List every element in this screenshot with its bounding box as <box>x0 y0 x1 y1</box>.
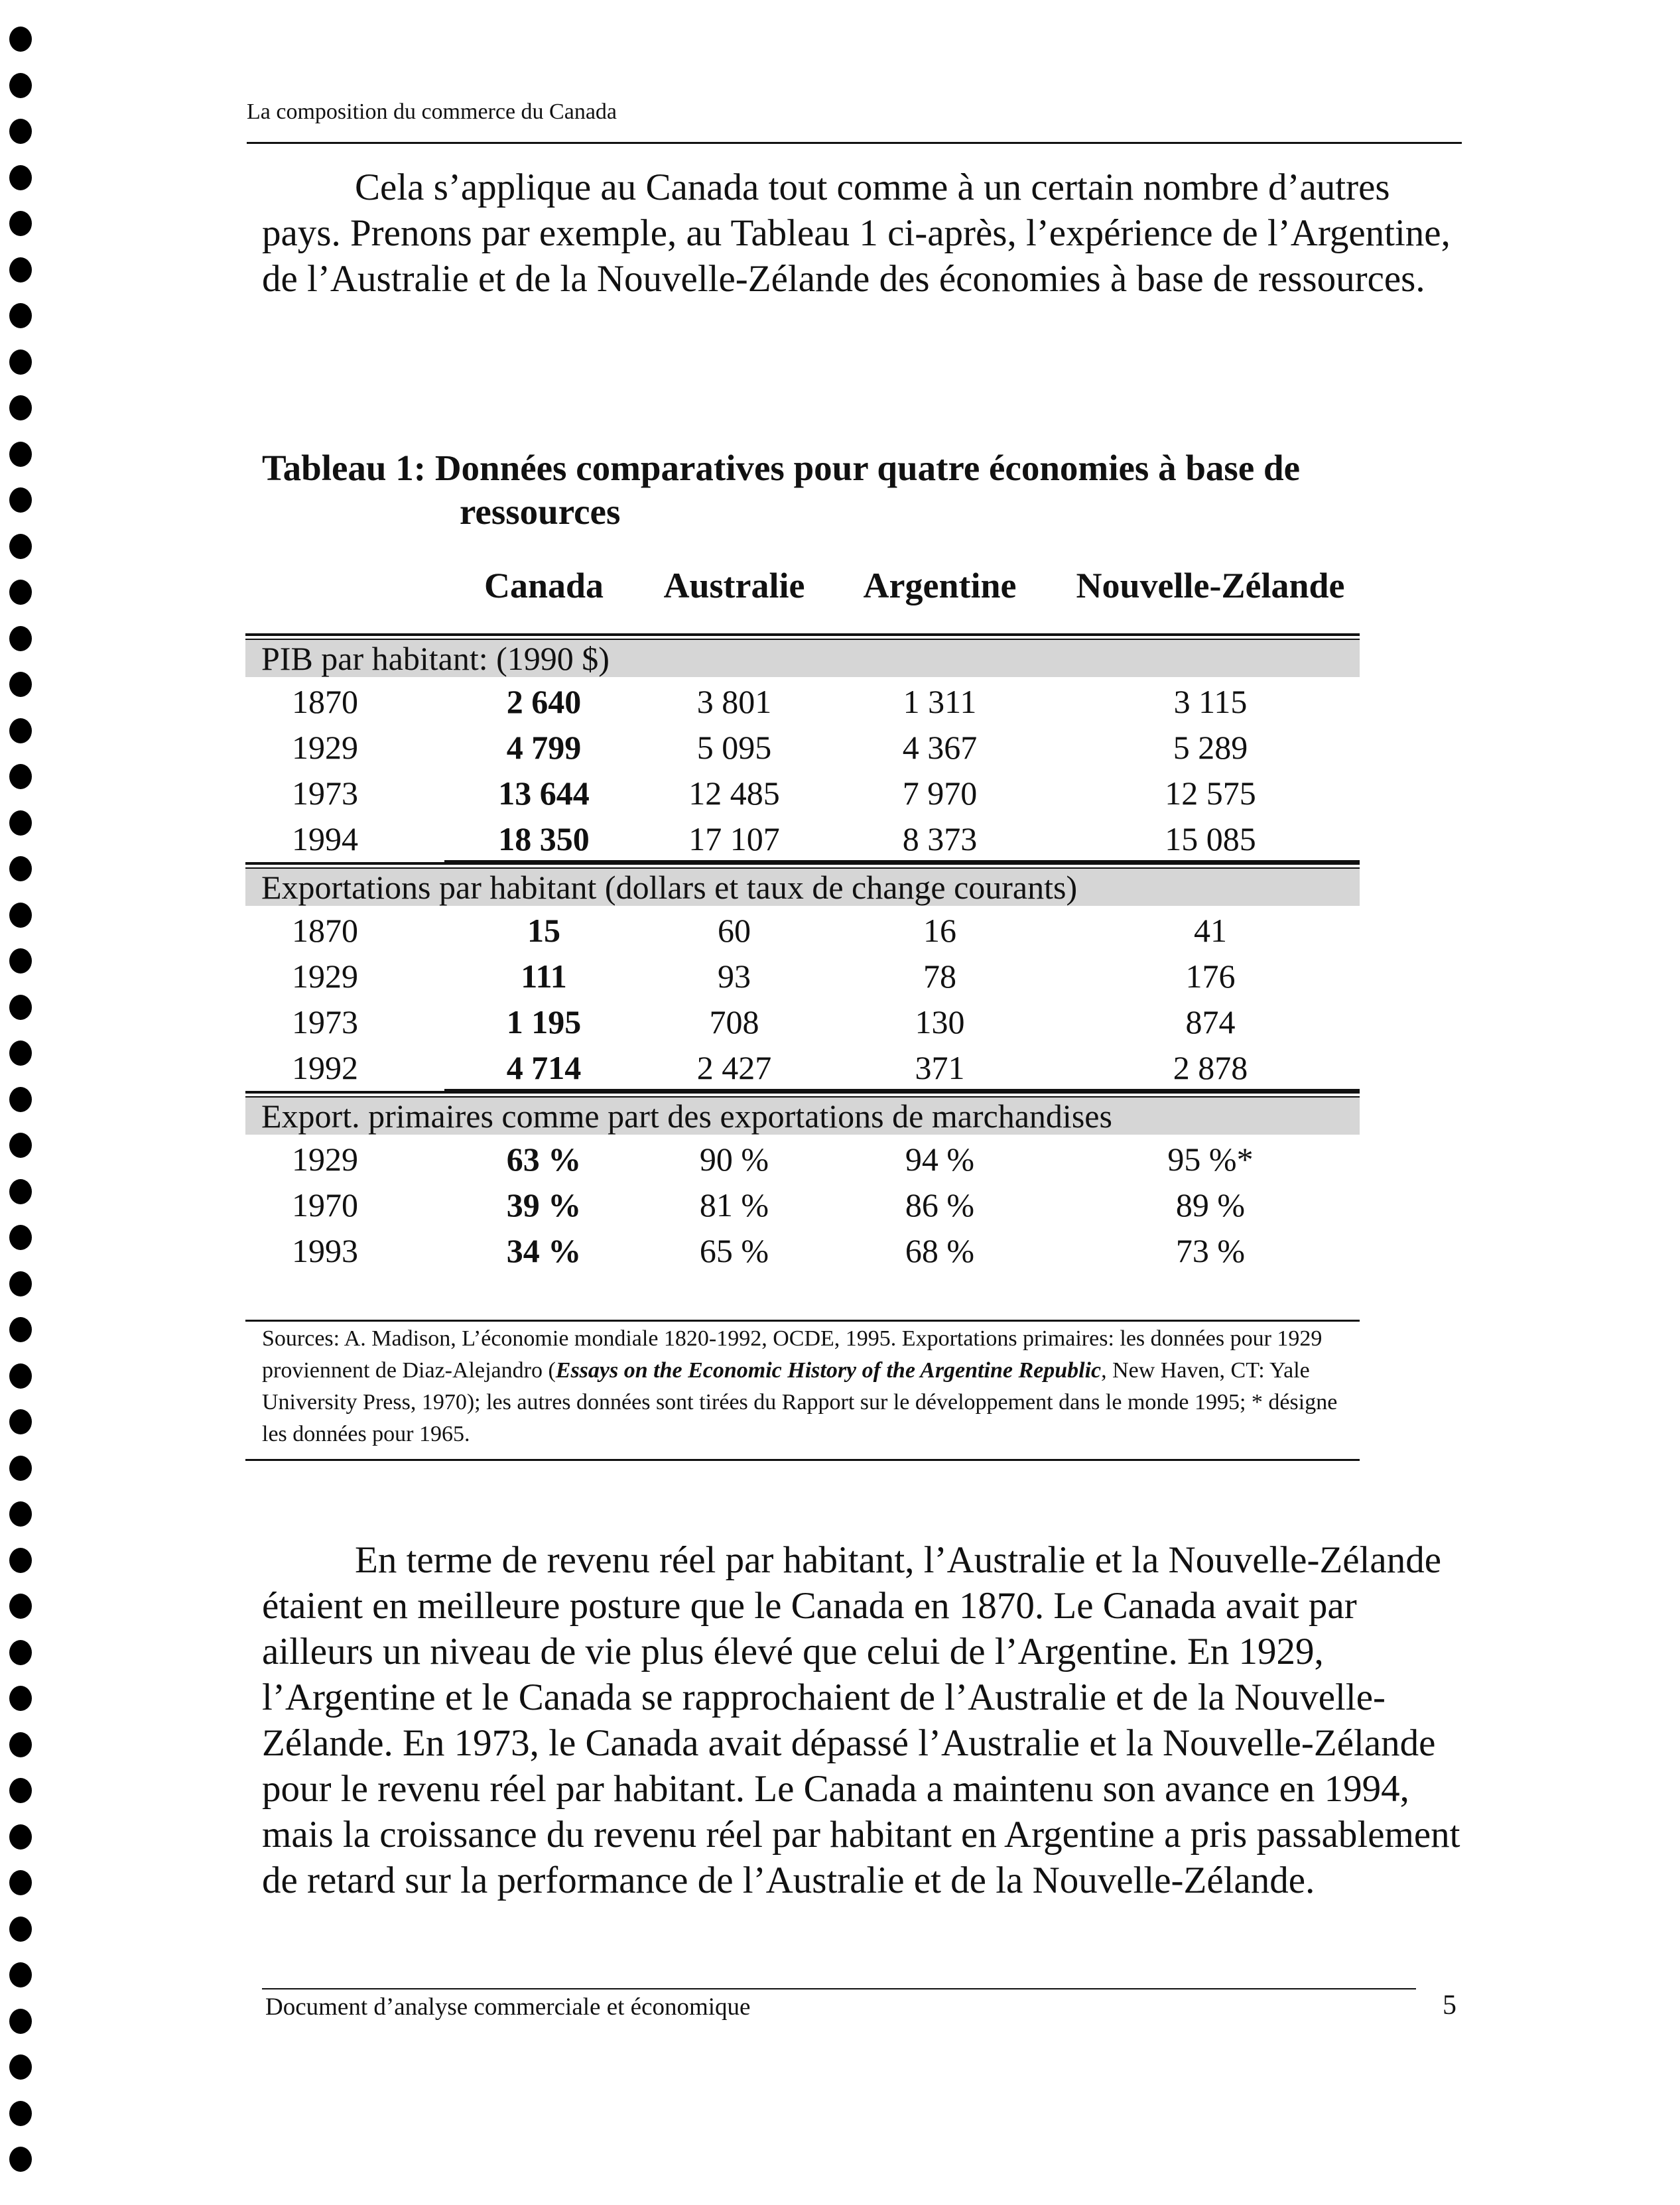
table-row <box>245 1180 1360 1226</box>
binding-hole <box>9 1501 32 1527</box>
section-heading: Export. primaires comme part des exportations de marchandises <box>245 1098 1360 1135</box>
cell-year: 1929 <box>292 958 358 995</box>
cell-year: 1973 <box>292 1003 358 1040</box>
table-title-line1: Tableau 1: Données comparatives pour quatre économies à base de <box>262 448 1300 488</box>
binding-hole <box>9 948 32 974</box>
section-double-rule <box>245 862 1360 869</box>
cell-australie: 708 <box>709 1003 759 1040</box>
binding-hole <box>9 2054 32 2080</box>
footer-text: Document d’analyse commerciale et économique <box>265 1993 751 2021</box>
binding-hole <box>9 1870 32 1895</box>
binding-hole <box>9 1778 32 1803</box>
binding-hole <box>9 303 32 328</box>
section-double-rule <box>245 633 1360 640</box>
binding-hole <box>9 1317 32 1342</box>
section-double-rule <box>245 1091 1360 1098</box>
cell-canada: 2 640 <box>506 683 582 720</box>
cell-nz: 2 878 <box>1173 1049 1248 1086</box>
column-header-canada: Canada <box>484 566 604 605</box>
cell-australie: 60 <box>718 912 751 949</box>
cell-australie: 3 801 <box>696 683 772 720</box>
cell-argentine: 16 <box>923 912 956 949</box>
cell-nz: 15 085 <box>1165 820 1256 857</box>
binding-hole <box>9 1271 32 1296</box>
table-title-line2: ressources <box>460 491 621 532</box>
table-row <box>245 906 1360 952</box>
binding-hole <box>9 1456 32 1481</box>
cell-australie: 90 % <box>699 1141 769 1178</box>
intro-paragraph <box>262 164 1462 302</box>
cell-argentine: 68 % <box>905 1232 975 1269</box>
binding-hole <box>9 1133 32 1158</box>
binding-hole <box>9 1686 32 1711</box>
cell-australie: 5 095 <box>696 729 772 766</box>
cell-year: 1870 <box>292 912 358 949</box>
cell-canada: 1 195 <box>506 1003 582 1040</box>
binding-hole <box>9 856 32 881</box>
binding-holes <box>0 27 40 2202</box>
column-header-nouvelle-zelande: Nouvelle-Zélande <box>1076 566 1345 605</box>
sources-text-1: Sources: A. Madison, L’économie mondiale 1820-1992, OCDE, 1995. Exportations primaires: les données pour 1929 proviennent de Diaz-Alejandro ( <box>262 1326 1323 1383</box>
cell-canada: 39 % <box>506 1186 582 1224</box>
column-header-argentine: Argentine <box>863 566 1017 605</box>
column-header-australie: Australie <box>663 566 805 605</box>
binding-hole <box>9 810 32 836</box>
cell-year: 1993 <box>292 1232 358 1269</box>
closing-paragraph-text: En terme de revenu réel par habitant, l’Australie et la Nouvelle-Zélande étaient en meilleure posture que le Canada en 1870. Le Canada avait par ailleurs un niveau de vie plus élevé que celui de l’Argentine. En 1929, l’Argentine et le Canada se rapprochaient de l’Australie et de la Nouvelle-Zélande. En 1973, le Canada avait dépassé l’Australie et la Nouvelle-Zélande pour le revenu réel par habitant. Le Canada a maintenu son avance en 1994, mais la croissance du revenu réel par habitant en Argentine a pris passablement de retard sur la performance de l’Australie et de la Nouvelle-Zélande. <box>262 1539 1460 1901</box>
cell-nz: 95 %* <box>1167 1141 1254 1178</box>
cell-canada: 4 799 <box>506 729 582 766</box>
binding-hole <box>9 395 32 420</box>
cell-canada: 13 644 <box>498 775 590 812</box>
cell-nz: 12 575 <box>1165 775 1256 812</box>
binding-hole <box>9 1179 32 1204</box>
cell-argentine: 78 <box>923 958 956 995</box>
binding-hole <box>9 2101 32 2126</box>
table-row <box>245 769 1360 814</box>
table-sources <box>262 1323 1356 1450</box>
cell-canada: 4 714 <box>506 1049 582 1086</box>
table-title <box>262 446 1456 534</box>
binding-hole <box>9 165 32 190</box>
binding-hole <box>9 27 32 52</box>
data-table <box>245 633 1360 1272</box>
binding-hole <box>9 580 32 605</box>
sources-bottom-rule <box>245 1459 1360 1461</box>
binding-hole <box>9 995 32 1020</box>
binding-hole <box>9 1824 32 1850</box>
sources-text-2: , New Haven, CT: Yale University Press, 1970); les autres données sont tirées du Rapport sur le développement dans le monde 1995; * désigne les données pour 1965. <box>262 1358 1338 1446</box>
cell-year: 1870 <box>292 683 358 720</box>
binding-hole <box>9 1594 32 1619</box>
cell-nz: 176 <box>1185 958 1236 995</box>
binding-hole <box>9 73 32 98</box>
cell-australie: 93 <box>718 958 751 995</box>
binding-hole <box>9 257 32 283</box>
cell-year: 1994 <box>292 820 358 857</box>
binding-hole <box>9 1917 32 1942</box>
binding-hole <box>9 534 32 559</box>
binding-hole <box>9 1409 32 1434</box>
binding-hole <box>9 2009 32 2034</box>
cell-argentine: 86 % <box>905 1186 975 1224</box>
binding-hole <box>9 1040 32 1066</box>
cell-year: 1929 <box>292 1141 358 1178</box>
cell-argentine: 7 970 <box>902 775 978 812</box>
section-heading: Exportations par habitant (dollars et taux de change courants) <box>245 869 1360 906</box>
cell-argentine: 4 367 <box>902 729 978 766</box>
binding-hole <box>9 1640 32 1665</box>
binding-hole <box>9 626 32 651</box>
cell-year: 1970 <box>292 1186 358 1224</box>
page-number: 5 <box>1443 1990 1456 2021</box>
cell-nz: 73 % <box>1175 1232 1246 1269</box>
cell-nz: 5 289 <box>1173 729 1248 766</box>
cell-argentine: 371 <box>915 1049 965 1086</box>
cell-nz: 89 % <box>1175 1186 1246 1224</box>
binding-hole <box>9 903 32 928</box>
binding-hole <box>9 1363 32 1389</box>
table-row <box>245 997 1360 1043</box>
cell-australie: 17 107 <box>688 820 780 857</box>
table-row <box>245 1226 1360 1272</box>
section-heading: PIB par habitant: (1990 $) <box>245 640 1360 677</box>
cell-canada: 63 % <box>506 1141 582 1178</box>
binding-hole <box>9 672 32 697</box>
binding-hole <box>9 487 32 513</box>
cell-australie: 65 % <box>699 1232 769 1269</box>
cell-nz: 3 115 <box>1173 683 1248 720</box>
sources-book-title: Essays on the Economic History of the Argentine Republic <box>555 1358 1102 1383</box>
cell-year: 1929 <box>292 729 358 766</box>
binding-hole <box>9 1548 32 1573</box>
cell-argentine: 1 311 <box>903 683 977 720</box>
cell-nz: 41 <box>1194 912 1227 949</box>
table-column-headers <box>245 565 1360 611</box>
binding-hole <box>9 1087 32 1112</box>
binding-hole <box>9 442 32 467</box>
cell-argentine: 8 373 <box>902 820 978 857</box>
binding-hole <box>9 2147 32 2172</box>
binding-hole <box>9 349 32 375</box>
cell-year: 1992 <box>292 1049 358 1086</box>
cell-australie: 2 427 <box>696 1049 772 1086</box>
cell-year: 1973 <box>292 775 358 812</box>
binding-hole <box>9 1962 32 1987</box>
intro-paragraph-text: Cela s’applique au Canada tout comme à un certain nombre d’autres pays. Prenons par exemple, au Tableau 1 ci-après, l’expérience de l’Argentine, de l’Australie et de la Nouvelle-Zélande des économies à base de ressources. <box>262 166 1451 300</box>
cell-australie: 12 485 <box>688 775 780 812</box>
cell-canada: 18 350 <box>498 820 590 857</box>
closing-paragraph <box>262 1537 1462 1903</box>
binding-hole <box>9 718 32 743</box>
table-row <box>245 1043 1360 1089</box>
cell-canada: 34 % <box>506 1232 582 1269</box>
cell-canada: 15 <box>527 912 560 949</box>
cell-argentine: 130 <box>915 1003 965 1040</box>
cell-argentine: 94 % <box>905 1141 975 1178</box>
table-row <box>245 952 1360 997</box>
cell-australie: 81 % <box>699 1186 769 1224</box>
table-row <box>245 814 1360 860</box>
binding-hole <box>9 1225 32 1250</box>
cell-canada: 111 <box>521 958 567 995</box>
running-header: La composition du commerce du Canada <box>247 99 617 124</box>
table-row <box>245 677 1360 723</box>
binding-hole <box>9 211 32 236</box>
binding-hole <box>9 764 32 789</box>
table-row <box>245 723 1360 769</box>
table-row <box>245 1135 1360 1180</box>
cell-nz: 874 <box>1185 1003 1236 1040</box>
binding-hole <box>9 1732 32 1757</box>
header-rule <box>247 142 1462 144</box>
footer-rule <box>262 1988 1416 1989</box>
sources-top-rule <box>245 1320 1360 1322</box>
binding-hole <box>9 119 32 144</box>
